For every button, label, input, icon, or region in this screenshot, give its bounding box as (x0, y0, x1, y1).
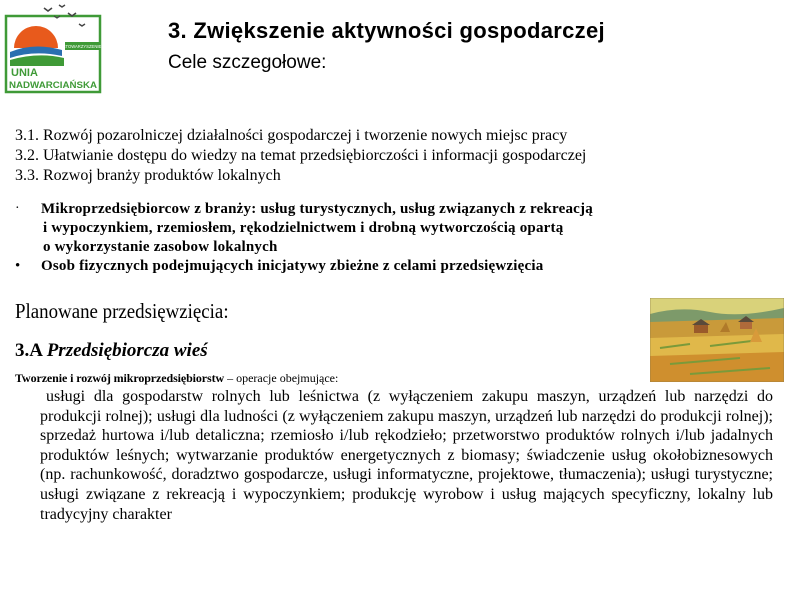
section-title (15, 340, 208, 362)
beneficiary-line: o wykorzystanie zasobow lokalnych (43, 239, 278, 255)
bullet-icon: • (15, 258, 21, 274)
logo-badge-text: STOWARZYSZENIE (62, 44, 102, 49)
section-intro (15, 371, 338, 386)
section-body-text: usługi dla gospodarstw rolnych lub leśnictwa (z wyłączeniem zakupu maszyn, urządzeń lub narzędzi do produkcji rolnej); usługi dla ludności (z wyłączeniem zakupu maszyn, urządzeń lub narzędzi do produkcji rolnej); sprzedaż hurtowa i/lub detaliczna; rzemiosło i/lub rękodzieło; przetworstwo produktów rolnych i/lub jadalnych produktów leśnych; wytwarzanie produktów energetycznych z biomasy; świadczenie usług okołobiznesowych (np. rachunkowość, doradztwo gospodarcze, usługi informatyczne, projektowe, tłumaczenia); usługi turystyczne; usługi związane z rekreacją i wypoczynkiem; produkcję wyrobow i usług mających specyficzny, lokalny lub tradycyjny charakter (40, 388, 773, 523)
bird-icon (59, 5, 65, 7)
section-intro-rest: – operacje obejmujące: (224, 371, 339, 385)
goal-item: 3.3. Rozwoj branży produktów lokalnych (15, 167, 281, 184)
goals-list (15, 126, 785, 186)
section-number: 3.A (15, 340, 47, 361)
unia-nadwarcianska-logo (4, 2, 104, 94)
beneficiary-line: Osob fizycznych podejmujących inicjatywy zbieżne z celami przedsięwzięcia (41, 258, 544, 274)
beneficiary-line: Mikroprzedsiębiorcow z branży: usług turystycznych, usług związanych z rekreacją (41, 201, 593, 217)
beneficiaries-list (15, 200, 775, 276)
slide-title: 3. Zwiększenie aktywności gospodarczej (168, 18, 605, 43)
beneficiary-item (15, 257, 775, 276)
planned-heading: Planowane przedsięwzięcia: (15, 299, 229, 323)
goal-item: 3.2. Ułatwianie dostępu do wiedzy na temat przedsiębiorczości i informacji gospodarczej (15, 147, 587, 164)
beneficiary-item (15, 200, 775, 219)
logo-text-line2: NADWARCIAŃSKA (9, 80, 96, 91)
section-intro-bold: Tworzenie i rozwój mikroprzedsiębiorstw (15, 371, 225, 385)
section-name: Przedsiębiorcza wieś (46, 340, 208, 361)
goal-item: 3.1. Rozwój pozarolniczej działalności gospodarczej i tworzenie nowych miejsc pracy (15, 127, 568, 144)
slide-subtitle: Cele szczegołowe: (168, 52, 327, 73)
bird-icon (44, 8, 52, 11)
harvest-painting-image (650, 298, 784, 382)
beneficiary-line: i wypoczynkiem, rzemiosłem, rękodzielnictwem i drobną wytworczością opartą (43, 220, 564, 236)
bullet-icon: · (15, 201, 20, 216)
logo-text-line1: UNIA (11, 67, 38, 79)
